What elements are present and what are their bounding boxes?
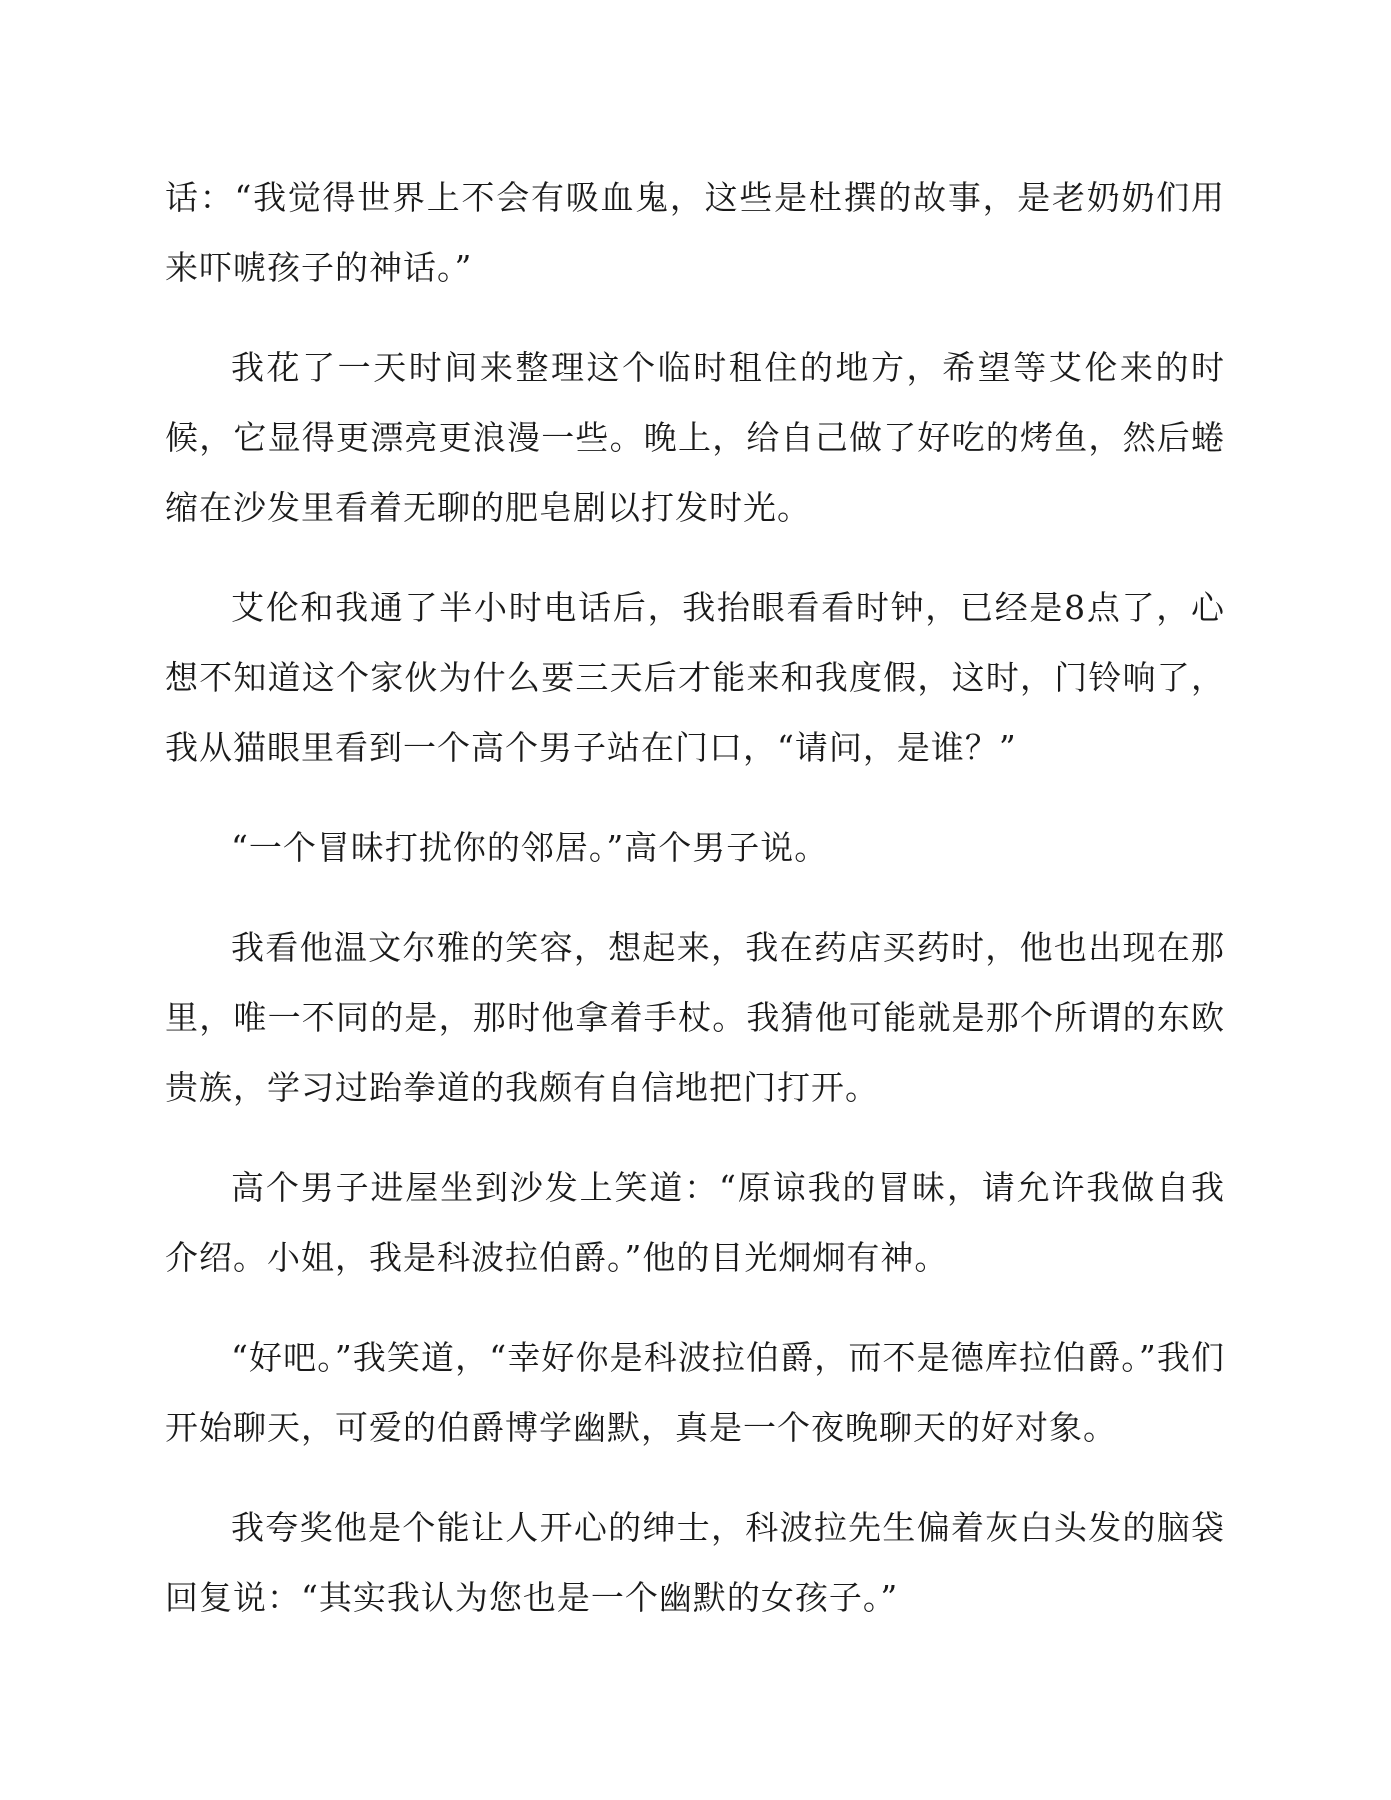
paragraph-5: 我看他温文尔雅的笑容，想起来，我在药店买药时，他也出现在那里，唯一不同的是，那时他拿着手杖。我猜他可能就是那个所谓的东欧贵族，学习过跆拳道的我颇有自信地把门打开。 xyxy=(165,928,1225,1107)
paragraph-8: 我夸奖他是个能让人开心的绅士，科波拉先生偏着灰白头发的脑袋回复说：“其实我认为您也是一个幽默的女孩子。” xyxy=(165,1508,1225,1617)
document-body xyxy=(165,163,1225,1663)
paragraph-1: 话：“我觉得世界上不会有吸血鬼，这些是杜撰的故事，是老奶奶们用来吓唬孩子的神话。” xyxy=(165,178,1225,287)
paragraph-2: 我花了一天时间来整理这个临时租住的地方，希望等艾伦来的时候，它显得更漂亮更浪漫一些。晚上，给自己做了好吃的烤鱼，然后蜷缩在沙发里看着无聊的肥皂剧以打发时光。 xyxy=(165,348,1225,527)
paragraph-4: “一个冒昧打扰你的邻居。”高个男子说。 xyxy=(231,828,829,867)
paragraph-3: 艾伦和我通了半小时电话后，我抬眼看看时钟，已经是8点了，心想不知道这个家伙为什么要三天后才能来和我度假，这时，门铃响了，我从猫眼里看到一个高个男子站在门口，“请问，是谁？” xyxy=(165,588,1225,767)
paragraph-6: 高个男子进屋坐到沙发上笑道：“原谅我的冒昧，请允许我做自我介绍。小姐，我是科波拉伯爵。”他的目光炯炯有神。 xyxy=(165,1168,1225,1277)
paragraph-7: “好吧。”我笑道，“幸好你是科波拉伯爵，而不是德库拉伯爵。”我们开始聊天，可爱的伯爵博学幽默，真是一个夜晚聊天的好对象。 xyxy=(165,1338,1225,1447)
